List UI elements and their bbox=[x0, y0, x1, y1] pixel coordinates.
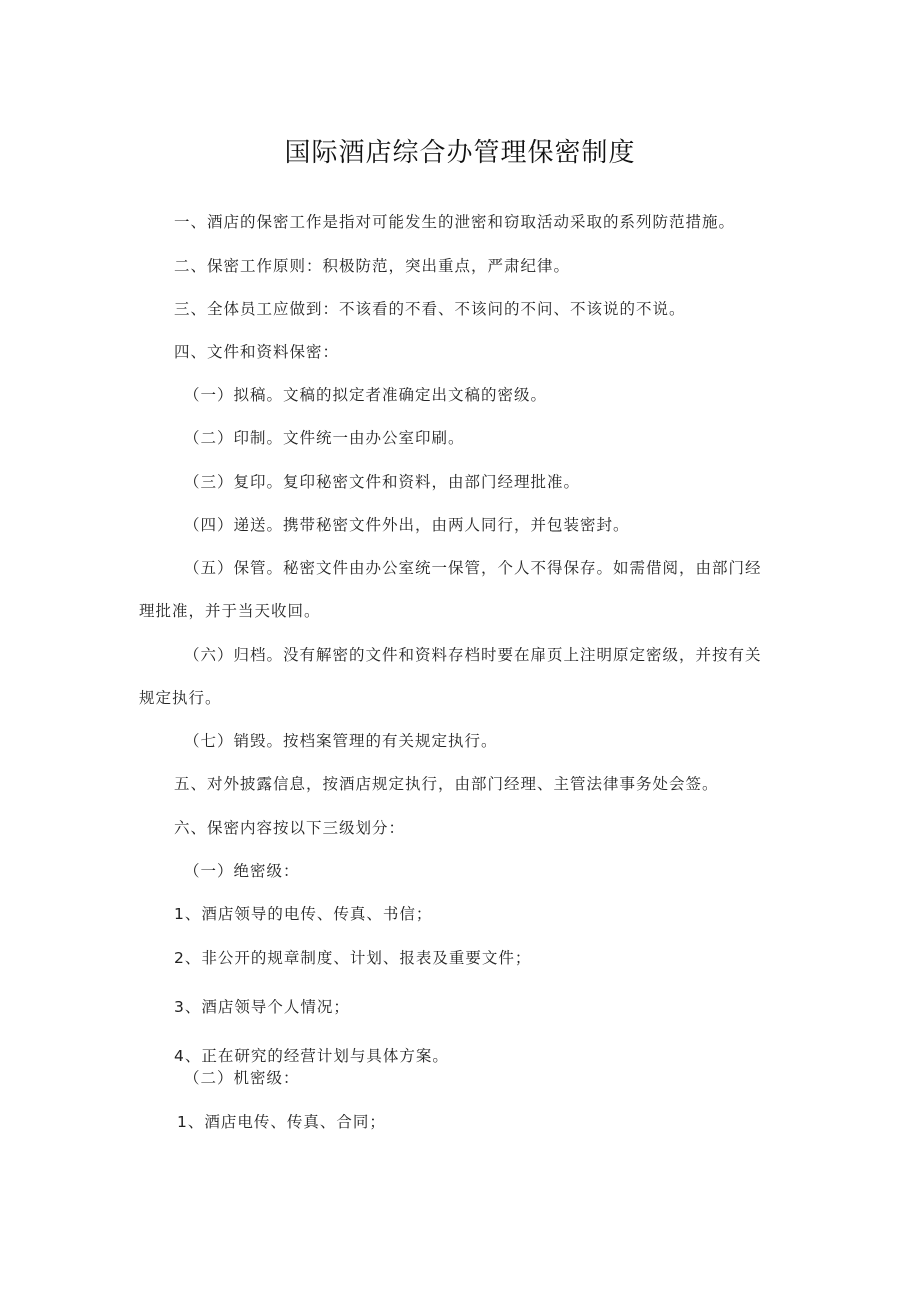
paragraph-4-5: （五）保管。秘密文件由办公室统一保管，个人不得保存。如需借阅，由部门经 bbox=[184, 559, 762, 577]
paragraph-5: 五、对外披露信息，按酒店规定执行，由部门经理、主管法律事务处会签。 bbox=[174, 775, 719, 793]
list-item-5: 1、酒店电传、传真、合同； bbox=[177, 1113, 386, 1131]
paragraph-1: 一、酒店的保密工作是指对可能发生的泄密和窃取活动采取的系列防范措施。 bbox=[174, 213, 736, 231]
paragraph-4: 四、文件和资料保密： bbox=[174, 343, 340, 361]
list-item-1: 1、酒店领导的电传、传真、书信； bbox=[174, 905, 433, 923]
document-title: 国际酒店综合办管理保密制度 bbox=[284, 138, 636, 168]
paragraph-3: 三、全体员工应做到：不该看的不看、不该问的不问、不该说的不说。 bbox=[174, 300, 686, 318]
paragraph-4-6-cont: 规定执行。 bbox=[139, 689, 222, 707]
paragraph-4-4: （四）递送。携带秘密文件外出，由两人同行，并包装密封。 bbox=[184, 516, 630, 534]
paragraph-2: 二、保密工作原则：积极防范，突出重点，严肃纪律。 bbox=[174, 257, 571, 275]
list-item-3: 3、酒店领导个人情况； bbox=[174, 998, 350, 1016]
paragraph-4-5-cont: 理批准，并于当天收回。 bbox=[139, 602, 321, 620]
paragraph-6-1: （一）绝密级： bbox=[184, 862, 300, 880]
list-item-4: 4、正在研究的经营计划与具体方案。 bbox=[174, 1047, 449, 1065]
paragraph-4-7: （七）销毁。按档案管理的有关规定执行。 bbox=[184, 732, 498, 750]
paragraph-6: 六、保密内容按以下三级划分： bbox=[174, 819, 406, 837]
paragraph-6-2: （二）机密级： bbox=[184, 1069, 300, 1087]
list-item-2: 2、非公开的规章制度、计划、报表及重要文件； bbox=[174, 949, 532, 967]
paragraph-4-2: （二）印制。文件统一由办公室印刷。 bbox=[184, 429, 465, 447]
paragraph-4-3: （三）复印。复印秘密文件和资料，由部门经理批准。 bbox=[184, 473, 581, 491]
paragraph-4-1: （一）拟稿。文稿的拟定者准确定出文稿的密级。 bbox=[184, 386, 548, 404]
paragraph-4-6: （六）归档。没有解密的文件和资料存档时要在扉页上注明原定密级，并按有关 bbox=[184, 646, 762, 664]
